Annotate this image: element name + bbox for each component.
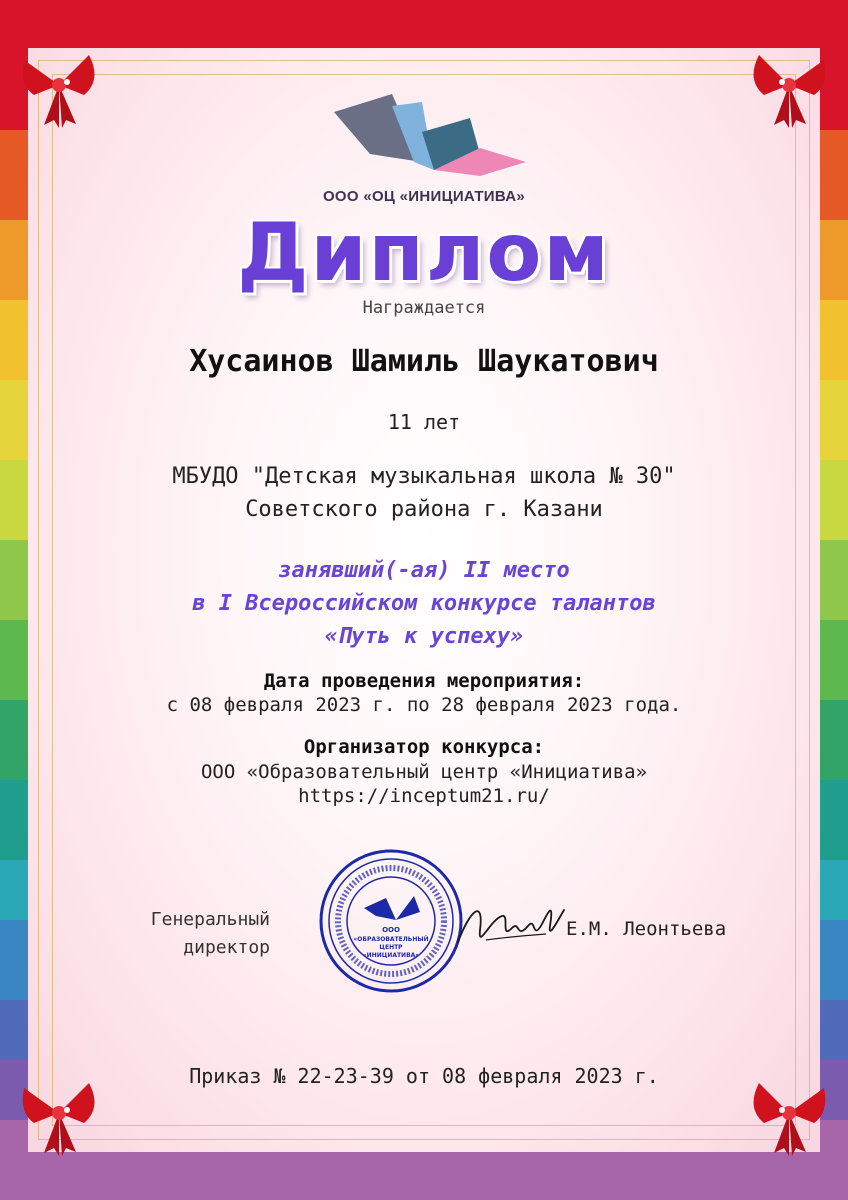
order-number: Приказ № 22-23-39 от 08 февраля 2023 г. (189, 1064, 659, 1088)
school-line-1: МБУДО "Детская музыкальная школа № 30" (172, 464, 676, 489)
organization-name: ООО «ОЦ «ИНИЦИАТИВА» (322, 188, 526, 205)
red-bow-icon (744, 40, 834, 130)
official-stamp-icon (316, 846, 466, 996)
recipient-school (0, 460, 848, 526)
position-line-1: Генеральный (150, 909, 270, 930)
recipient-age: 11 лет (387, 410, 461, 434)
stamp-text-2: «ОБРАЗОВАТЕЛЬНЫЙ (353, 936, 429, 943)
red-bow-icon (14, 1068, 104, 1158)
page-title: Диплом (237, 206, 611, 299)
organizer-heading: Организатор конкурса: (303, 736, 545, 758)
stamp-text-4: «ИНИЦИАТИВА» (362, 952, 420, 959)
red-bow-icon (744, 1068, 834, 1158)
event-date-value: с 08 февраля 2023 г. по 28 февраля 2023 года. (166, 694, 682, 716)
organizer-name: ООО «Образовательный центр «Инициатива» (200, 761, 648, 783)
achievement-line-3: «Путь к успеху» (324, 624, 524, 649)
stamp-text-3: ЦЕНТР (379, 944, 403, 951)
recipient-name: Хусаинов Шамиль Шаукатович (189, 344, 659, 379)
event-date-heading: Дата проведения мероприятия: (263, 670, 585, 692)
achievement-line-1: занявший(-ая) II место (278, 558, 570, 583)
signer-name: Е.М. Леонтьева (566, 918, 727, 940)
handwritten-signature-icon (450, 880, 570, 970)
organizer-info (0, 760, 848, 808)
organizer-url: https://inceptum21.ru/ (298, 785, 550, 807)
school-line-2: Советского района г. Казани (245, 497, 603, 522)
achievement-line-2: в I Всероссийском конкурсе талантов (192, 591, 656, 616)
open-book-logo-icon (330, 92, 530, 178)
position-line-2: директор (183, 937, 270, 958)
awarded-label: Награждается (362, 298, 486, 318)
stamp-text-1: ООО (382, 926, 400, 934)
signer-position (100, 906, 270, 962)
red-bow-icon (14, 40, 104, 130)
achievement (0, 554, 848, 653)
